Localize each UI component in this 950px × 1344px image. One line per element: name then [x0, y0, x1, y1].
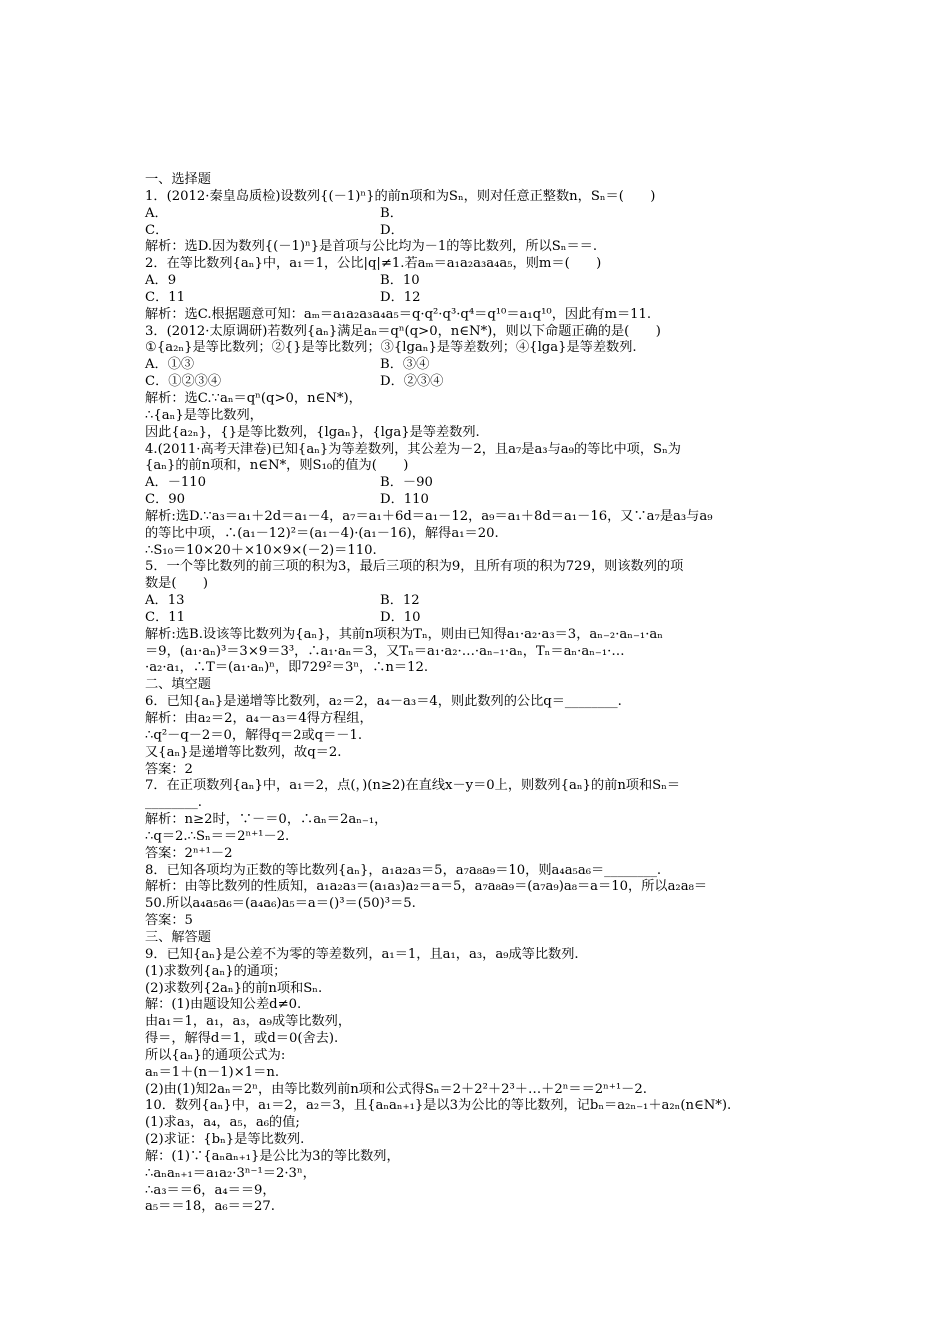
text-line: 解析：n≥2时，∵－＝0，∴aₙ＝2aₙ₋₁， — [145, 812, 388, 828]
text-line: 5．一个等比数列的前三项的积为3，最后三项的积为9，且所有项的积为729，则该数列的项 — [145, 559, 684, 575]
option: A． — [145, 205, 168, 221]
option-row — [145, 593, 810, 610]
text-line: 得＝，解得d＝1，或d＝0(舍去). — [145, 1031, 339, 1047]
text-line: ∴q＝2.∴Sₙ＝＝2ⁿ⁺¹－2. — [145, 828, 290, 844]
option: A．9 — [145, 273, 177, 289]
option: D．②③④ — [380, 374, 444, 390]
text-line: 由a₁＝1，a₁，a₃，a₉成等比数列， — [145, 1014, 352, 1030]
document-body — [145, 172, 810, 1216]
text-line: 因此{a₂ₙ}，{}是等比数列，{lgaₙ}，{lga}是等差数列. — [145, 424, 480, 440]
text-line: 数是( ) — [145, 576, 209, 592]
text-line: ∴aₙaₙ₊₁＝a₁a₂·3ⁿ⁻¹＝2·3ⁿ， — [145, 1165, 316, 1181]
option: C．①②③④ — [145, 374, 222, 390]
option: B．－90 — [380, 475, 433, 491]
text-line: (1)求a₃，a₄，a₅，a₆的值; — [145, 1115, 300, 1131]
option-row — [145, 206, 810, 223]
text-line: ________. — [145, 795, 202, 811]
option: A．13 — [145, 593, 185, 609]
text-line: 2．在等比数列{aₙ}中，a₁＝1，公比|q|≠1.若aₘ＝a₁a₂a₃a₄a₅，则m＝( ) — [145, 256, 602, 272]
text-line: 答案：2ⁿ⁺¹－2 — [145, 845, 233, 861]
option: B．③④ — [380, 357, 430, 373]
text-line: 解析：由等比数列的性质知，a₁a₂a₃＝(a₁a₃)a₂＝a＝5，a₇a₈a₉＝(a₇a₉)a₈＝a＝10，所以a₂a₈＝ — [145, 879, 708, 895]
option-row — [145, 223, 810, 240]
text-line: 解析：选C.根据题意可知：aₘ＝a₁a₂a₃a₄a₅＝q·q²·q³·q⁴＝q¹⁰＝a₁q¹⁰，因此有m＝11. — [145, 306, 652, 322]
option: A．①③ — [145, 357, 195, 373]
text-line: 一、选择题 — [145, 172, 211, 187]
option: C．11 — [145, 289, 186, 305]
option: D．12 — [380, 289, 421, 305]
text-line: 4.(2011·高考天津卷)已知{aₙ}为等差数列，其公差为－2，且a₇是a₃与a₉的等比中项，Sₙ为 — [145, 441, 681, 457]
text-line: (2)求数列{2aₙ}的前n项和Sₙ. — [145, 980, 323, 996]
text-line: aₙ＝1＋(n－1)×1＝n. — [145, 1064, 280, 1080]
text-line: 解：(1)∵{aₙaₙ₊₁}是公比为3的等比数列， — [145, 1148, 400, 1164]
option-row — [145, 374, 810, 391]
option-row — [145, 475, 810, 492]
option-row — [145, 492, 810, 509]
text-line: 所以{aₙ}的通项公式为: — [145, 1047, 286, 1063]
text-line: 解析:选D.∵a₃＝a₁＋2d＝a₁－4，a₇＝a₁＋6d＝a₁－12，a₉＝a₁＋8d＝a₁－16，又∵a₇是a₃与a₉ — [145, 508, 713, 524]
option: D． — [380, 222, 404, 238]
text-line: ＝9，(a₁·aₙ)³＝3×9＝3³，∴a₁·aₙ＝3，又Tₙ＝a₁·a₂·…·aₙ₋₁·aₙ，Tₙ＝aₙ·aₙ₋₁·… — [145, 643, 625, 659]
text-line: 3．(2012·太原调研)若数列{aₙ}满足aₙ＝qⁿ(q>0，n∈N*)，则以下命题正确的是( ) — [145, 323, 661, 339]
text-line: 答案：2 — [145, 761, 193, 777]
text-line: 解：(1)由题设知公差d≠0. — [145, 997, 302, 1013]
text-line: ①{a₂ₙ}是等比数列；②{}是等比数列；③{lgaₙ}是等差数列；④{lga}是等差数列. — [145, 340, 637, 356]
text-line: ∴S₁₀＝10×20＋×10×9×(－2)＝110. — [145, 542, 377, 558]
text-line: 10．数列{aₙ}中，a₁＝2，a₂＝3，且{aₙaₙ₊₁}是以3为公比的等比数列，记bₙ＝a₂ₙ₋₁＋a₂ₙ(n∈N*). — [145, 1098, 732, 1114]
text-line: ∴a₃＝＝6，a₄＝＝9， — [145, 1182, 276, 1198]
text-line: (2)由(1)知2aₙ＝2ⁿ，由等比数列前n项和公式得Sₙ＝2＋2²＋2³＋…＋2ⁿ＝＝2ⁿ⁺¹－2. — [145, 1081, 647, 1097]
option: B．12 — [380, 593, 420, 609]
option: D．10 — [380, 609, 421, 625]
option: A．－110 — [145, 475, 207, 491]
text-line: 答案：5 — [145, 913, 193, 929]
text-line: 解析：选D.因为数列{(－1)ⁿ}是首项与公比均为－1的等比数列，所以Sₙ＝＝. — [145, 239, 598, 255]
text-line: 三、解答题 — [145, 929, 211, 945]
text-line: 9．已知{aₙ}是公差不为零的等差数列，a₁＝1，且a₁，a₃，a₉成等比数列. — [145, 946, 579, 962]
text-line: ∴{aₙ}是等比数列， — [145, 407, 263, 423]
text-line: 解析:选B.设该等比数列为{aₙ}，其前n项积为Tₙ，则由已知得a₁·a₂·a₃＝3，aₙ₋₂·aₙ₋₁·aₙ — [145, 626, 663, 642]
text-line: 6．已知{aₙ}是递增等比数列，a₂＝2，a₄－a₃＝4，则此数列的公比q＝________. — [145, 694, 622, 710]
text-line: 解析：由a₂＝2，a₄－a₃＝4得方程组， — [145, 711, 373, 726]
option-row — [145, 290, 810, 307]
text-line: ∴q²－q－2＝0，解得q＝2或q＝－1. — [145, 727, 363, 743]
option-row — [145, 357, 810, 374]
text-line: a₅＝＝18，a₆＝＝27. — [145, 1199, 275, 1215]
text-line: 50.所以a₄a₅a₆＝(a₄a₆)a₅＝a＝()³＝(50)³＝5. — [145, 896, 416, 912]
text-line: 7．在正项数列{aₙ}中，a₁＝2，点(，)(n≥2)在直线x－y＝0上，则数列{aₙ}的前n项和Sₙ＝ — [145, 778, 681, 794]
text-line: {aₙ}的前n项和，n∈N*，则S₁₀的值为( ) — [145, 458, 409, 474]
text-line: ·a₂·a₁，∴T＝(a₁·aₙ)ⁿ，即729²＝3ⁿ，∴n＝12. — [145, 660, 429, 676]
text-line: 1．(2012·秦皇岛质检)设数列{(－1)ⁿ}的前n项和为Sₙ，则对任意正整数n，Sₙ＝( ) — [145, 188, 656, 204]
text-line: 8．已知各项均为正数的等比数列{aₙ}，a₁a₂a₃＝5，a₇a₈a₉＝10，则a₄a₅a₆＝________. — [145, 862, 662, 878]
option: D．110 — [380, 492, 429, 508]
text-line: 的等比中项，∴(a₁－12)²＝(a₁－4)·(a₁－16)，解得a₁＝20. — [145, 525, 499, 541]
option: C．11 — [145, 609, 186, 625]
option: B． — [380, 205, 403, 221]
option-row — [145, 610, 810, 627]
text-line: 又{aₙ}是递增等比数列，故q＝2. — [145, 744, 342, 760]
option-row — [145, 273, 810, 290]
option: C．90 — [145, 492, 186, 508]
text-line: (1)求数列{aₙ}的通项； — [145, 963, 287, 979]
text-line: 解析：选C.∵aₙ＝qⁿ(q>0，n∈N*)， — [145, 390, 362, 406]
option: C． — [145, 222, 169, 238]
option: B．10 — [380, 273, 420, 289]
text-line: 二、填空题 — [145, 677, 211, 693]
text-line: (2)求证：{bₙ}是等比数列. — [145, 1132, 305, 1148]
